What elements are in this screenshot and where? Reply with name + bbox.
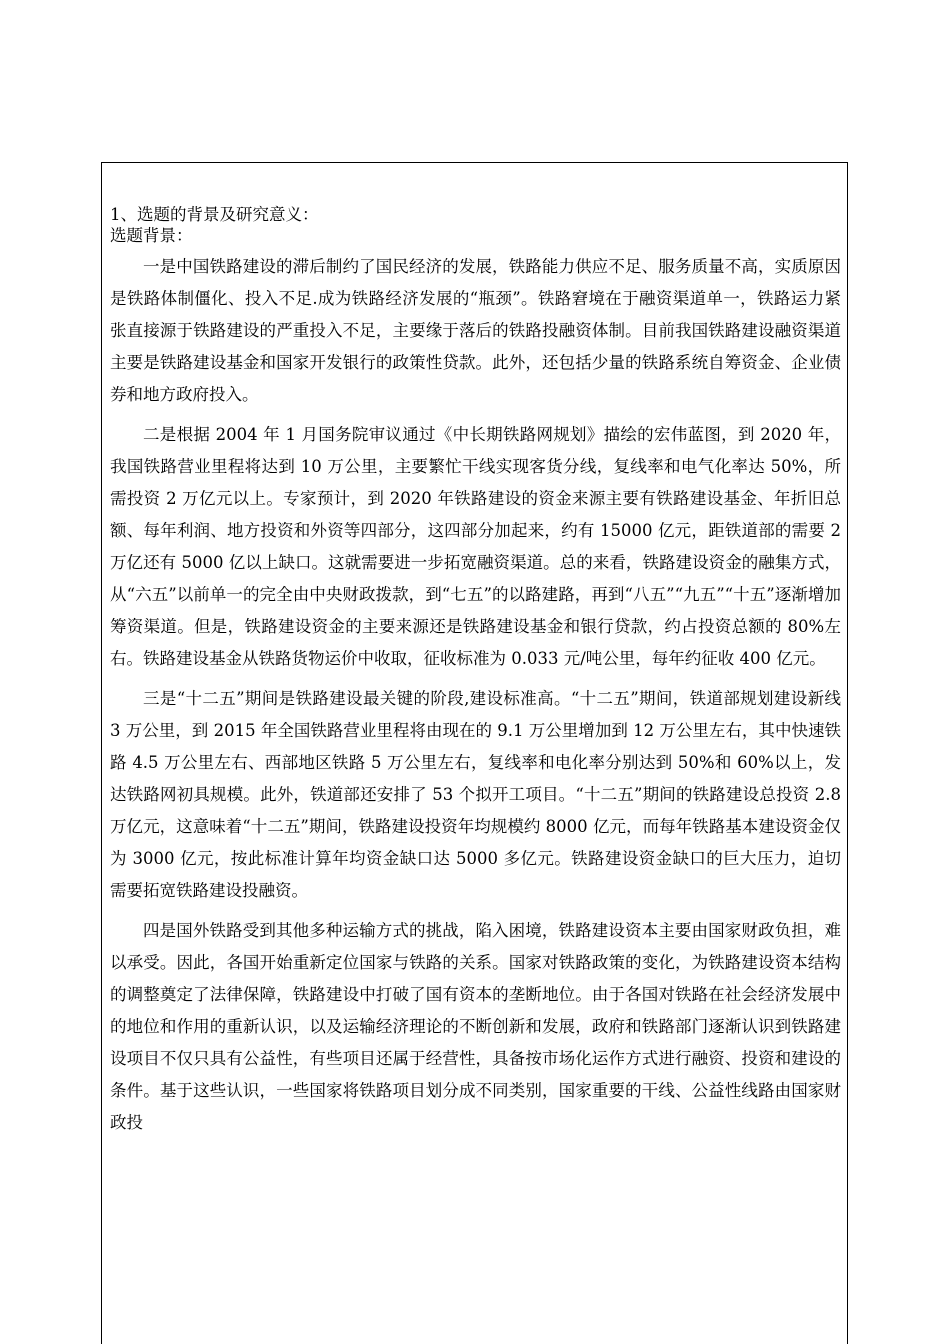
section-heading: 1、选题的背景及研究意义： [110,205,319,224]
paragraph-3: 三是“十二五”期间是铁路建设最关键的阶段,建设标准高。“十二五”期间，铁道部规划建设新线 3 万公里，到 2015 年全国铁路营业里程将由现在的 9.1 万公里增加到 12 万公里左右，其中快速铁路 4.5 万公里左右、西部地区铁路 5 万公里左右，复线率和电化率分别达到 50%和 60%以上，发达铁路网初具规模。此外，铁道部还安排了 53 个拟开工项目。“十二五”期间的铁路建设总投资 2.8 万亿元，这意味着“十二五”期间，铁路建设投资年均规模约 8000 亿元，而每年铁路基本建设资金仅为 3000 亿元，按此标准计算年均资金缺口达 5000 多亿元。铁路建设资金缺口的巨大压力，迫切需要拓宽铁路建设投融资。 [110,689,841,900]
paragraph-1: 一是中国铁路建设的滞后制约了国民经济的发展，铁路能力供应不足、服务质量不高，实质原因是铁路体制僵化、投入不足.成为铁路经济发展的“瓶颈”。铁路窘境在于融资渠道单一，铁路运力紧张直接源于铁路建设的严重投入不足，主要缘于落后的铁路投融资体制。目前我国铁路建设融资渠道主要是铁路建设基金和国家开发银行的政策性贷款。此外，还包括少量的铁路系统自筹资金、企业债券和地方政府投入。 [110,257,841,404]
background-subheading: 选题背景： [110,226,193,245]
paragraph-2: 二是根据 2004 年 1 月国务院审议通过《中长期铁路网规划》描绘的宏伟蓝图，到 2020 年，我国铁路营业里程将达到 10 万公里，主要繁忙干线实现客货分线，复线率和电气化率达 50%，所需投资 2 万亿元以上。专家预计，到 2020 年铁路建设的资金来源主要有铁路建设基金、年折旧总额、每年利润、地方投资和外资等四部分，这四部分加起来，约有 15000 亿元，距铁道部的需要 2 万亿还有 5000 亿以上缺口。这就需要进一步拓宽融资渠道。总的来看，铁路建设资金的融集方式，从“六五”以前单一的完全由中央财政拨款，到“七五”的以路建路，再到“八五”“九五”“十五”逐渐增加筹资渠道。但是，铁路建设资金的主要来源还是铁路建设基金和银行贷款，约占投资总额的 80%左右。铁路建设基金从铁路货物运价中收取，征收标准为 0.033 元/吨公里，每年约征收 400 亿元。 [110,425,841,668]
bordered-text-box [101,162,848,1344]
document-body [110,204,841,1147]
paragraph-4: 四是国外铁路受到其他多种运输方式的挑战，陷入困境，铁路建设资本主要由国家财政负担，难以承受。因此，各国开始重新定位国家与铁路的关系。国家对铁路政策的变化，为铁路建设资本结构的调整奠定了法律保障，铁路建设中打破了国有资本的垄断地位。由于各国对铁路在社会经济发展中的地位和作用的重新认识，以及运输经济理论的不断创新和发展，政府和铁路部门逐渐认识到铁路建设项目不仅只具有公益性，有些项目还属于经营性，具备按市场化运作方式进行融资、投资和建设的条件。基于这些认识，一些国家将铁路项目划分成不同类别，国家重要的干线、公益性线路由国家财政投 [110,921,841,1132]
